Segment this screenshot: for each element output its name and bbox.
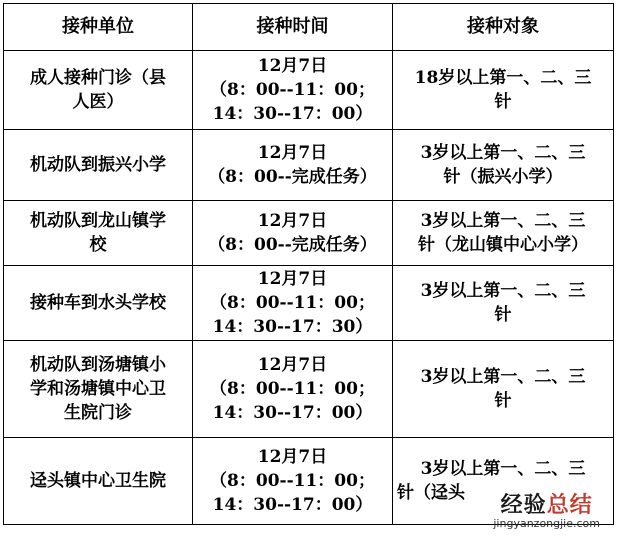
cell-line: 12月7日 [257,56,328,76]
site-watermark [493,488,600,530]
table-row [4,201,614,266]
table-row [4,341,614,438]
cell-line: 12月7日 [257,269,328,289]
header-row [4,4,614,51]
table-row [4,51,614,130]
header-target: 接种对象 [393,4,614,51]
time-cell [193,438,393,525]
cell-line: 针（龙山镇中心小学） [418,235,588,255]
watermark-title [493,488,600,519]
time-cell [193,51,393,130]
time-cell [193,341,393,438]
cell-line: 针 [494,391,512,411]
cell-line: 迳头镇中心卫生院 [30,471,166,491]
cell-line: 成人接种门诊（县 [30,68,166,88]
cell-line: 18岁以上第一、二、三 [414,68,592,88]
cell-line: 针 [494,92,512,112]
cell-line: 12月7日 [257,355,328,375]
watermark-title-b: 总结 [546,493,593,518]
cell-line: 3岁以上第一、二、三 [420,211,586,231]
watermark-url: jingyanzongjie.com [493,517,600,530]
cell-line: 机动队到汤塘镇小 [30,355,166,375]
cell-line: 生院门诊 [64,403,132,423]
cell-line: （8：00--完成任务） [208,235,377,255]
time-cell [193,201,393,266]
cell-line: 12月7日 [257,211,328,231]
cell-line: 14：30--17：00） [212,495,373,515]
cell-line: 机动队到振兴小学 [30,155,166,175]
cell-line: 接种车到水头学校 [30,293,166,313]
cell-line: 校 [89,235,107,255]
time-cell [193,130,393,201]
table-row [4,130,614,201]
cell-line: （8：00--11：00； [210,471,375,491]
cell-line: 3岁以上第一、二、三 [420,367,586,387]
cell-line: （8：00--11：00； [210,379,375,399]
target-cell [393,266,614,341]
unit-cell [4,438,193,525]
cell-line: 14：30--17：00） [212,104,373,124]
unit-cell [4,266,193,341]
target-cell [393,341,614,438]
cell-line: （8：00--11：00； [210,80,375,100]
cell-line: 人医） [72,92,124,112]
time-cell [193,266,393,341]
cell-line: （8：00--11：00； [210,293,375,313]
cell-line: 针（振兴小学） [443,167,563,187]
cell-line: 14：30--17：00） [212,403,373,423]
cell-line: 3岁以上第一、二、三 [420,459,586,479]
cell-line: 针（迳头 [397,483,465,503]
target-cell [393,130,614,201]
cell-line: 3岁以上第一、二、三 [420,281,586,301]
cell-line: 12月7日 [257,143,328,163]
cell-line: （8：00--完成任务） [208,167,377,187]
watermark-title-a: 经验 [500,493,547,518]
header-unit: 接种单位 [4,4,193,51]
table-row [4,266,614,341]
target-cell [393,201,614,266]
cell-line: 12月7日 [257,447,328,467]
cell-line: 针 [494,305,512,325]
header-time: 接种时间 [193,4,393,51]
cell-line: 3岁以上第一、二、三 [420,143,586,163]
unit-cell [4,341,193,438]
target-cell [393,51,614,130]
unit-cell [4,51,193,130]
cell-line: 机动队到龙山镇学 [30,211,166,231]
unit-cell [4,201,193,266]
cell-line: 学和汤塘镇中心卫 [30,379,166,399]
vaccination-schedule-table [3,3,614,525]
unit-cell [4,130,193,201]
cell-line: 14：30--17：30） [212,317,373,337]
